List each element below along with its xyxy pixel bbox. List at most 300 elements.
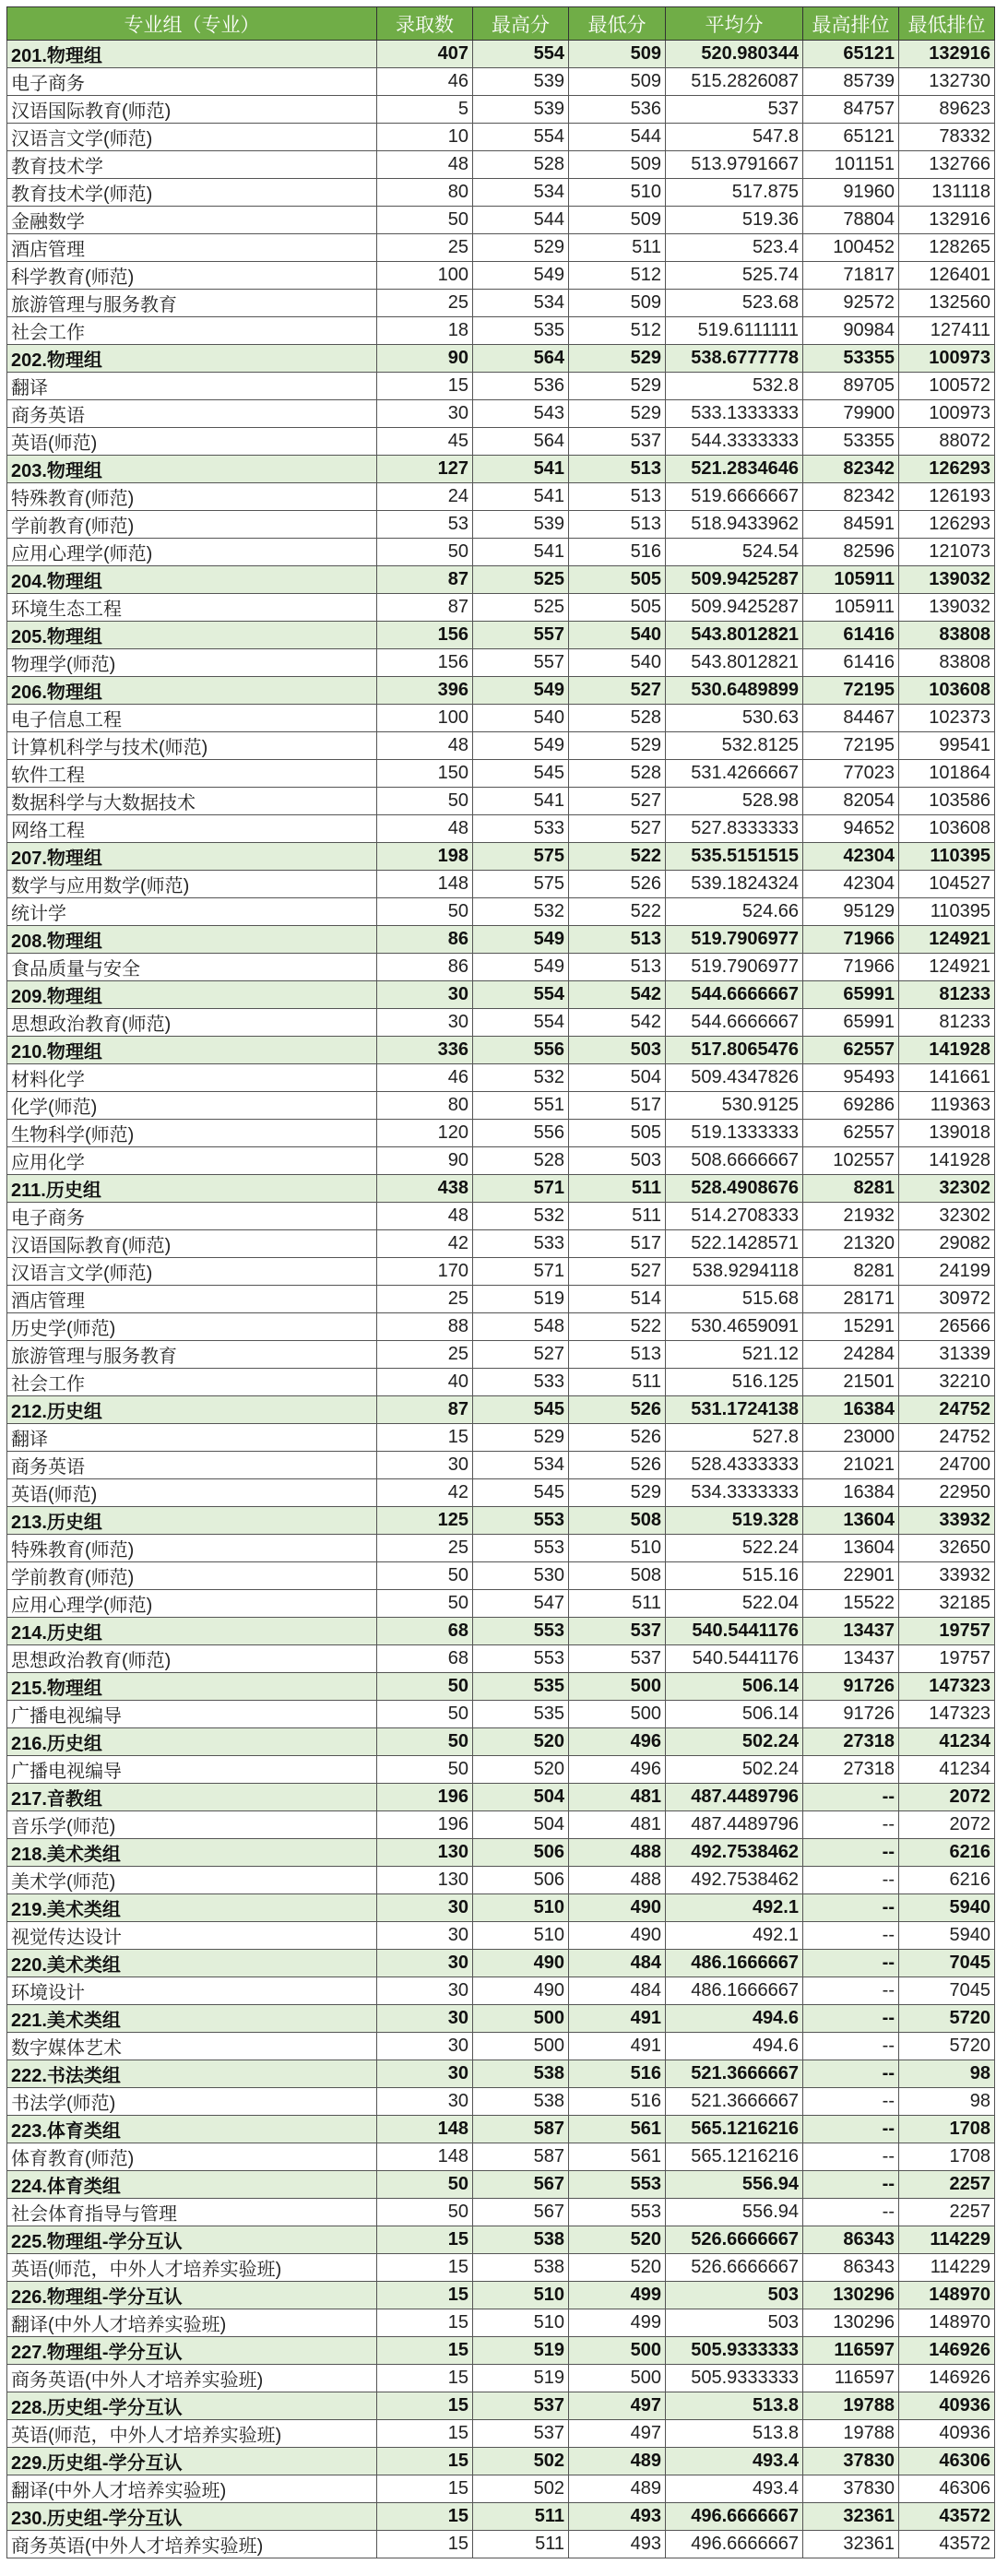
min-rank-cell: 148970 bbox=[899, 2282, 995, 2309]
name-cell: 210.物理组 bbox=[7, 1037, 377, 1064]
min-rank-cell: 46306 bbox=[899, 2475, 995, 2503]
min-score-cell: 516 bbox=[569, 539, 666, 566]
name-cell: 历史学(师范) bbox=[7, 1313, 377, 1341]
name-cell: 生物科学(师范) bbox=[7, 1120, 377, 1147]
avg-score-cell: 506.14 bbox=[666, 1701, 803, 1728]
admitted-cell: 30 bbox=[377, 1009, 473, 1037]
major-row bbox=[7, 400, 995, 428]
min-score-cell: 511 bbox=[569, 1369, 666, 1396]
max-rank-cell: -- bbox=[803, 2199, 899, 2226]
min-rank-cell: 1708 bbox=[899, 2143, 995, 2171]
name-cell: 网络工程 bbox=[7, 815, 377, 843]
table-body bbox=[7, 41, 995, 2558]
admitted-cell: 45 bbox=[377, 428, 473, 456]
name-cell: 翻译(中外人才培养实验班) bbox=[7, 2475, 377, 2503]
min-score-cell: 488 bbox=[569, 1867, 666, 1894]
min-rank-cell: 32302 bbox=[899, 1175, 995, 1203]
min-score-cell: 500 bbox=[569, 2365, 666, 2392]
major-row bbox=[7, 2254, 995, 2282]
name-cell: 计算机科学与技术(师范) bbox=[7, 732, 377, 760]
major-row bbox=[7, 2420, 995, 2448]
admitted-cell: 15 bbox=[377, 2365, 473, 2392]
max-rank-cell: 24284 bbox=[803, 1341, 899, 1369]
max-score-cell: 564 bbox=[473, 428, 569, 456]
avg-score-cell: 540.5441176 bbox=[666, 1645, 803, 1673]
admitted-cell: 15 bbox=[377, 2503, 473, 2531]
avg-score-cell: 531.1724138 bbox=[666, 1396, 803, 1424]
min-score-cell: 529 bbox=[569, 1479, 666, 1507]
admitted-cell: 87 bbox=[377, 566, 473, 594]
major-row bbox=[7, 1867, 995, 1894]
min-score-cell: 561 bbox=[569, 2116, 666, 2143]
admitted-cell: 88 bbox=[377, 1313, 473, 1341]
name-cell: 数据科学与大数据技术 bbox=[7, 788, 377, 815]
major-row bbox=[7, 68, 995, 96]
name-cell: 汉语国际教育(师范) bbox=[7, 96, 377, 124]
avg-score-cell: 530.63 bbox=[666, 705, 803, 732]
admitted-cell: 50 bbox=[377, 1562, 473, 1590]
min-score-cell: 528 bbox=[569, 705, 666, 732]
min-score-cell: 508 bbox=[569, 1562, 666, 1590]
admitted-cell: 50 bbox=[377, 1701, 473, 1728]
min-score-cell: 500 bbox=[569, 2337, 666, 2365]
min-score-cell: 517 bbox=[569, 1092, 666, 1120]
major-row bbox=[7, 1562, 995, 1590]
max-score-cell: 548 bbox=[473, 1313, 569, 1341]
column-header-group: 专业组（专业） bbox=[7, 7, 377, 41]
max-score-cell: 536 bbox=[473, 373, 569, 400]
min-rank-cell: 103608 bbox=[899, 815, 995, 843]
max-rank-cell: 84757 bbox=[803, 96, 899, 124]
min-score-cell: 542 bbox=[569, 1009, 666, 1037]
name-cell: 广播电视编导 bbox=[7, 1756, 377, 1784]
avg-score-cell: 523.68 bbox=[666, 290, 803, 317]
max-rank-cell: 13437 bbox=[803, 1645, 899, 1673]
major-row bbox=[7, 2088, 995, 2116]
max-score-cell: 532 bbox=[473, 1203, 569, 1230]
max-rank-cell: 94652 bbox=[803, 815, 899, 843]
group-row bbox=[7, 2503, 995, 2531]
major-row bbox=[7, 1701, 995, 1728]
min-rank-cell: 146926 bbox=[899, 2337, 995, 2365]
min-rank-cell: 132730 bbox=[899, 68, 995, 96]
min-score-cell: 512 bbox=[569, 262, 666, 290]
min-rank-cell: 78332 bbox=[899, 124, 995, 151]
max-score-cell: 510 bbox=[473, 2309, 569, 2337]
column-header-min-score: 最低分 bbox=[569, 7, 666, 41]
avg-score-cell: 540.5441176 bbox=[666, 1618, 803, 1645]
max-rank-cell: 32361 bbox=[803, 2503, 899, 2531]
min-rank-cell: 100973 bbox=[899, 345, 995, 373]
avg-score-cell: 522.1428571 bbox=[666, 1230, 803, 1258]
max-score-cell: 528 bbox=[473, 151, 569, 179]
max-rank-cell: 84591 bbox=[803, 511, 899, 539]
min-rank-cell: 126293 bbox=[899, 456, 995, 483]
name-cell: 材料化学 bbox=[7, 1064, 377, 1092]
major-row bbox=[7, 760, 995, 788]
major-row bbox=[7, 2365, 995, 2392]
name-cell: 205.物理组 bbox=[7, 622, 377, 649]
group-row bbox=[7, 566, 995, 594]
min-score-cell: 509 bbox=[569, 41, 666, 68]
min-score-cell: 526 bbox=[569, 1424, 666, 1452]
min-score-cell: 490 bbox=[569, 1894, 666, 1922]
avg-score-cell: 515.16 bbox=[666, 1562, 803, 1590]
max-rank-cell: 22901 bbox=[803, 1562, 899, 1590]
major-row bbox=[7, 871, 995, 898]
avg-score-cell: 519.7906977 bbox=[666, 926, 803, 954]
min-rank-cell: 126193 bbox=[899, 483, 995, 511]
name-cell: 电子商务 bbox=[7, 1203, 377, 1230]
group-row bbox=[7, 2116, 995, 2143]
max-score-cell: 545 bbox=[473, 1479, 569, 1507]
name-cell: 学前教育(师范) bbox=[7, 511, 377, 539]
max-rank-cell: 53355 bbox=[803, 428, 899, 456]
name-cell: 翻译 bbox=[7, 1424, 377, 1452]
min-rank-cell: 141928 bbox=[899, 1147, 995, 1175]
max-rank-cell: -- bbox=[803, 1950, 899, 1977]
min-score-cell: 496 bbox=[569, 1756, 666, 1784]
max-score-cell: 538 bbox=[473, 2088, 569, 2116]
admitted-cell: 30 bbox=[377, 1894, 473, 1922]
name-cell: 218.美术类组 bbox=[7, 1839, 377, 1867]
min-rank-cell: 30972 bbox=[899, 1286, 995, 1313]
avg-score-cell: 503 bbox=[666, 2282, 803, 2309]
max-rank-cell: 61416 bbox=[803, 622, 899, 649]
avg-score-cell: 486.1666667 bbox=[666, 1950, 803, 1977]
name-cell: 教育技术学(师范) bbox=[7, 179, 377, 207]
max-score-cell: 549 bbox=[473, 262, 569, 290]
max-rank-cell: 15291 bbox=[803, 1313, 899, 1341]
admission-scores-table bbox=[6, 6, 995, 2558]
max-rank-cell: 86343 bbox=[803, 2226, 899, 2254]
min-rank-cell: 121073 bbox=[899, 539, 995, 566]
min-rank-cell: 132916 bbox=[899, 207, 995, 234]
name-cell: 教育技术学 bbox=[7, 151, 377, 179]
admitted-cell: 48 bbox=[377, 151, 473, 179]
name-cell: 230.历史组-学分互认 bbox=[7, 2503, 377, 2531]
min-score-cell: 527 bbox=[569, 788, 666, 815]
avg-score-cell: 492.1 bbox=[666, 1894, 803, 1922]
admitted-cell: 407 bbox=[377, 41, 473, 68]
avg-score-cell: 514.2708333 bbox=[666, 1203, 803, 1230]
name-cell: 社会工作 bbox=[7, 317, 377, 345]
avg-score-cell: 527.8333333 bbox=[666, 815, 803, 843]
major-row bbox=[7, 1258, 995, 1286]
admitted-cell: 80 bbox=[377, 179, 473, 207]
min-rank-cell: 126293 bbox=[899, 511, 995, 539]
max-score-cell: 538 bbox=[473, 2060, 569, 2088]
avg-score-cell: 521.3666667 bbox=[666, 2060, 803, 2088]
admitted-cell: 15 bbox=[377, 2531, 473, 2558]
min-score-cell: 522 bbox=[569, 898, 666, 926]
group-row bbox=[7, 456, 995, 483]
group-row bbox=[7, 843, 995, 871]
name-cell: 216.历史组 bbox=[7, 1728, 377, 1756]
min-rank-cell: 5720 bbox=[899, 2005, 995, 2033]
max-rank-cell: 71817 bbox=[803, 262, 899, 290]
max-score-cell: 519 bbox=[473, 2337, 569, 2365]
max-score-cell: 533 bbox=[473, 1369, 569, 1396]
name-cell: 215.物理组 bbox=[7, 1673, 377, 1701]
group-row bbox=[7, 1839, 995, 1867]
avg-score-cell: 544.6666667 bbox=[666, 981, 803, 1009]
min-score-cell: 496 bbox=[569, 1728, 666, 1756]
max-rank-cell: 82054 bbox=[803, 788, 899, 815]
min-rank-cell: 139032 bbox=[899, 594, 995, 622]
admitted-cell: 50 bbox=[377, 1728, 473, 1756]
max-score-cell: 544 bbox=[473, 207, 569, 234]
max-score-cell: 554 bbox=[473, 981, 569, 1009]
min-score-cell: 503 bbox=[569, 1037, 666, 1064]
group-row bbox=[7, 2448, 995, 2475]
avg-score-cell: 493.4 bbox=[666, 2475, 803, 2503]
min-rank-cell: 110395 bbox=[899, 843, 995, 871]
major-row bbox=[7, 262, 995, 290]
column-header-avg-score: 平均分 bbox=[666, 7, 803, 41]
max-rank-cell: 61416 bbox=[803, 649, 899, 677]
name-cell: 207.物理组 bbox=[7, 843, 377, 871]
max-rank-cell: 89705 bbox=[803, 373, 899, 400]
admitted-cell: 30 bbox=[377, 2060, 473, 2088]
avg-score-cell: 518.9433962 bbox=[666, 511, 803, 539]
admitted-cell: 48 bbox=[377, 732, 473, 760]
name-cell: 英语(师范) bbox=[7, 428, 377, 456]
min-rank-cell: 7045 bbox=[899, 1977, 995, 2005]
min-score-cell: 481 bbox=[569, 1811, 666, 1839]
column-header-max-score: 最高分 bbox=[473, 7, 569, 41]
admitted-cell: 15 bbox=[377, 2282, 473, 2309]
admitted-cell: 196 bbox=[377, 1811, 473, 1839]
min-rank-cell: 41234 bbox=[899, 1728, 995, 1756]
major-row bbox=[7, 1120, 995, 1147]
max-rank-cell: 21021 bbox=[803, 1452, 899, 1479]
max-score-cell: 539 bbox=[473, 511, 569, 539]
admitted-cell: 15 bbox=[377, 2448, 473, 2475]
name-cell: 226.物理组-学分互认 bbox=[7, 2282, 377, 2309]
group-row bbox=[7, 2060, 995, 2088]
max-rank-cell: 21932 bbox=[803, 1203, 899, 1230]
admitted-cell: 50 bbox=[377, 1590, 473, 1618]
admitted-cell: 170 bbox=[377, 1258, 473, 1286]
admitted-cell: 30 bbox=[377, 1950, 473, 1977]
min-rank-cell: 24752 bbox=[899, 1396, 995, 1424]
avg-score-cell: 515.2826087 bbox=[666, 68, 803, 96]
admitted-cell: 90 bbox=[377, 345, 473, 373]
max-rank-cell: 65991 bbox=[803, 1009, 899, 1037]
min-rank-cell: 99541 bbox=[899, 732, 995, 760]
max-rank-cell: -- bbox=[803, 2116, 899, 2143]
min-score-cell: 520 bbox=[569, 2226, 666, 2254]
min-rank-cell: 139018 bbox=[899, 1120, 995, 1147]
avg-score-cell: 502.24 bbox=[666, 1756, 803, 1784]
group-row bbox=[7, 2005, 995, 2033]
admitted-cell: 336 bbox=[377, 1037, 473, 1064]
admitted-cell: 30 bbox=[377, 2005, 473, 2033]
major-row bbox=[7, 539, 995, 566]
min-score-cell: 493 bbox=[569, 2503, 666, 2531]
name-cell: 应用心理学(师范) bbox=[7, 1590, 377, 1618]
max-score-cell: 541 bbox=[473, 483, 569, 511]
max-score-cell: 541 bbox=[473, 456, 569, 483]
admitted-cell: 150 bbox=[377, 760, 473, 788]
admitted-cell: 48 bbox=[377, 1203, 473, 1230]
admitted-cell: 30 bbox=[377, 1977, 473, 2005]
min-score-cell: 499 bbox=[569, 2282, 666, 2309]
min-score-cell: 505 bbox=[569, 1120, 666, 1147]
name-cell: 商务英语 bbox=[7, 1452, 377, 1479]
avg-score-cell: 521.12 bbox=[666, 1341, 803, 1369]
max-score-cell: 541 bbox=[473, 788, 569, 815]
admitted-cell: 30 bbox=[377, 2088, 473, 2116]
max-score-cell: 543 bbox=[473, 400, 569, 428]
name-cell: 音乐学(师范) bbox=[7, 1811, 377, 1839]
admitted-cell: 87 bbox=[377, 1396, 473, 1424]
max-score-cell: 510 bbox=[473, 1922, 569, 1950]
min-score-cell: 491 bbox=[569, 2005, 666, 2033]
min-score-cell: 511 bbox=[569, 1203, 666, 1230]
min-score-cell: 499 bbox=[569, 2309, 666, 2337]
max-rank-cell: 86343 bbox=[803, 2254, 899, 2282]
min-score-cell: 529 bbox=[569, 345, 666, 373]
min-rank-cell: 119363 bbox=[899, 1092, 995, 1120]
max-score-cell: 575 bbox=[473, 843, 569, 871]
group-row bbox=[7, 2282, 995, 2309]
min-score-cell: 516 bbox=[569, 2060, 666, 2088]
major-row bbox=[7, 1452, 995, 1479]
min-score-cell: 490 bbox=[569, 1922, 666, 1950]
admitted-cell: 50 bbox=[377, 539, 473, 566]
max-rank-cell: 100452 bbox=[803, 234, 899, 262]
admitted-cell: 100 bbox=[377, 705, 473, 732]
min-score-cell: 489 bbox=[569, 2448, 666, 2475]
max-rank-cell: 95493 bbox=[803, 1064, 899, 1092]
min-score-cell: 511 bbox=[569, 1175, 666, 1203]
max-rank-cell: 15522 bbox=[803, 1590, 899, 1618]
admitted-cell: 50 bbox=[377, 2199, 473, 2226]
name-cell: 应用化学 bbox=[7, 1147, 377, 1175]
table-header-row bbox=[7, 7, 995, 41]
avg-score-cell: 556.94 bbox=[666, 2171, 803, 2199]
avg-score-cell: 517.8065476 bbox=[666, 1037, 803, 1064]
max-score-cell: 529 bbox=[473, 1424, 569, 1452]
name-cell: 金融数学 bbox=[7, 207, 377, 234]
min-score-cell: 497 bbox=[569, 2420, 666, 2448]
max-score-cell: 538 bbox=[473, 2226, 569, 2254]
name-cell: 228.历史组-学分互认 bbox=[7, 2392, 377, 2420]
min-score-cell: 511 bbox=[569, 1590, 666, 1618]
major-row bbox=[7, 1286, 995, 1313]
min-rank-cell: 33932 bbox=[899, 1562, 995, 1590]
name-cell: 209.物理组 bbox=[7, 981, 377, 1009]
min-rank-cell: 114229 bbox=[899, 2226, 995, 2254]
max-score-cell: 535 bbox=[473, 1673, 569, 1701]
group-row bbox=[7, 2226, 995, 2254]
min-score-cell: 514 bbox=[569, 1286, 666, 1313]
max-rank-cell: 19788 bbox=[803, 2392, 899, 2420]
avg-score-cell: 515.68 bbox=[666, 1286, 803, 1313]
major-row bbox=[7, 207, 995, 234]
max-rank-cell: 72195 bbox=[803, 732, 899, 760]
min-score-cell: 497 bbox=[569, 2392, 666, 2420]
avg-score-cell: 509.4347826 bbox=[666, 1064, 803, 1092]
name-cell: 208.物理组 bbox=[7, 926, 377, 954]
min-rank-cell: 24700 bbox=[899, 1452, 995, 1479]
name-cell: 212.历史组 bbox=[7, 1396, 377, 1424]
admitted-cell: 156 bbox=[377, 649, 473, 677]
max-score-cell: 502 bbox=[473, 2475, 569, 2503]
min-score-cell: 503 bbox=[569, 1147, 666, 1175]
avg-score-cell: 543.8012821 bbox=[666, 649, 803, 677]
max-rank-cell: -- bbox=[803, 2060, 899, 2088]
admitted-cell: 15 bbox=[377, 2254, 473, 2282]
min-score-cell: 509 bbox=[569, 151, 666, 179]
avg-score-cell: 505.9333333 bbox=[666, 2365, 803, 2392]
name-cell: 数字媒体艺术 bbox=[7, 2033, 377, 2060]
name-cell: 食品质量与安全 bbox=[7, 954, 377, 981]
admitted-cell: 86 bbox=[377, 926, 473, 954]
max-score-cell: 527 bbox=[473, 1341, 569, 1369]
max-rank-cell: 16384 bbox=[803, 1396, 899, 1424]
max-score-cell: 532 bbox=[473, 898, 569, 926]
min-rank-cell: 32210 bbox=[899, 1369, 995, 1396]
major-row bbox=[7, 594, 995, 622]
max-score-cell: 534 bbox=[473, 290, 569, 317]
max-score-cell: 506 bbox=[473, 1839, 569, 1867]
max-rank-cell: 65121 bbox=[803, 41, 899, 68]
major-row bbox=[7, 179, 995, 207]
avg-score-cell: 513.9791667 bbox=[666, 151, 803, 179]
group-row bbox=[7, 926, 995, 954]
min-rank-cell: 33932 bbox=[899, 1507, 995, 1535]
min-rank-cell: 148970 bbox=[899, 2309, 995, 2337]
max-rank-cell: 91726 bbox=[803, 1673, 899, 1701]
admitted-cell: 80 bbox=[377, 1092, 473, 1120]
min-rank-cell: 132916 bbox=[899, 41, 995, 68]
name-cell: 汉语言文学(师范) bbox=[7, 1258, 377, 1286]
avg-score-cell: 521.2834646 bbox=[666, 456, 803, 483]
min-score-cell: 510 bbox=[569, 179, 666, 207]
max-rank-cell: -- bbox=[803, 1922, 899, 1950]
avg-score-cell: 530.9125 bbox=[666, 1092, 803, 1120]
name-cell: 213.历史组 bbox=[7, 1507, 377, 1535]
group-row bbox=[7, 2337, 995, 2365]
name-cell: 思想政治教育(师范) bbox=[7, 1645, 377, 1673]
avg-score-cell: 535.5151515 bbox=[666, 843, 803, 871]
major-row bbox=[7, 788, 995, 815]
avg-score-cell: 492.1 bbox=[666, 1922, 803, 1950]
name-cell: 汉语国际教育(师范) bbox=[7, 1230, 377, 1258]
max-score-cell: 490 bbox=[473, 1950, 569, 1977]
avg-score-cell: 537 bbox=[666, 96, 803, 124]
admitted-cell: 24 bbox=[377, 483, 473, 511]
admitted-cell: 30 bbox=[377, 2033, 473, 2060]
min-rank-cell: 98 bbox=[899, 2060, 995, 2088]
name-cell: 229.历史组-学分互认 bbox=[7, 2448, 377, 2475]
min-rank-cell: 81233 bbox=[899, 981, 995, 1009]
admitted-cell: 5 bbox=[377, 96, 473, 124]
avg-score-cell: 493.4 bbox=[666, 2448, 803, 2475]
admitted-cell: 156 bbox=[377, 622, 473, 649]
max-rank-cell: -- bbox=[803, 1784, 899, 1811]
avg-score-cell: 519.36 bbox=[666, 207, 803, 234]
min-rank-cell: 103608 bbox=[899, 677, 995, 705]
major-row bbox=[7, 2531, 995, 2558]
avg-score-cell: 532.8125 bbox=[666, 732, 803, 760]
group-row bbox=[7, 1175, 995, 1203]
name-cell: 旅游管理与服务教育 bbox=[7, 290, 377, 317]
name-cell: 224.体育类组 bbox=[7, 2171, 377, 2199]
